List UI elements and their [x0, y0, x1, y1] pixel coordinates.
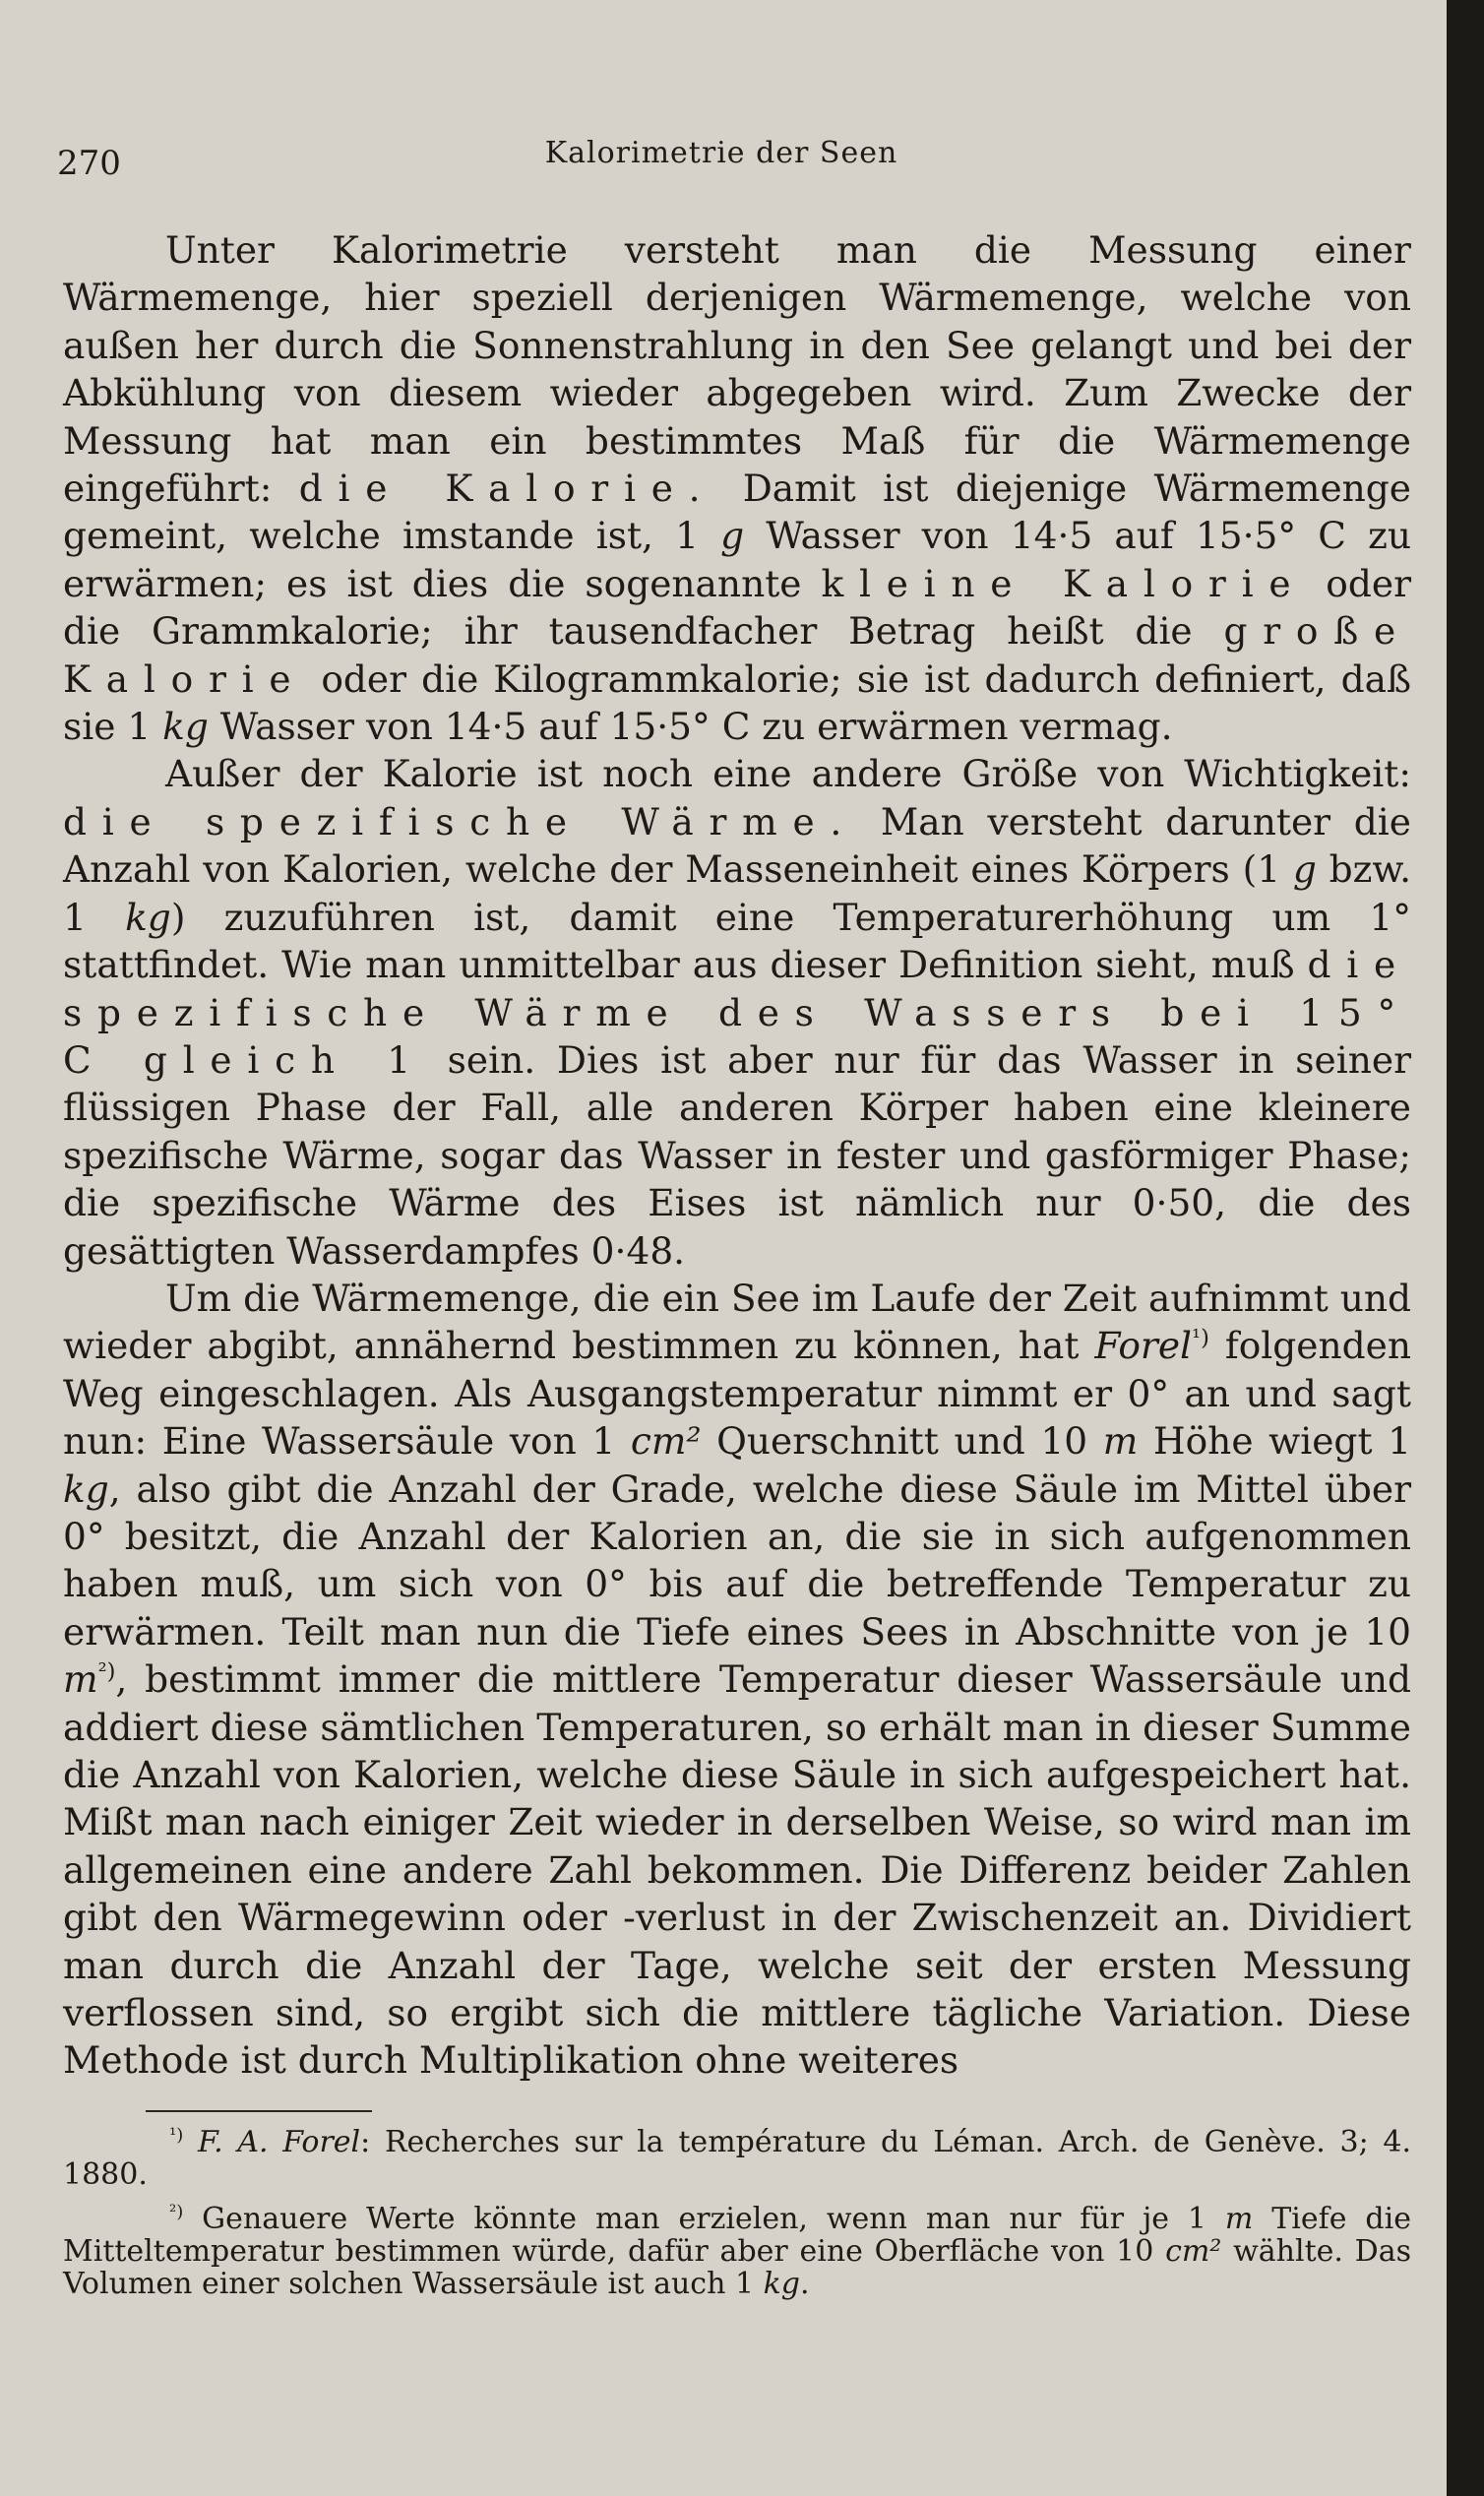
p2-unit-g: g	[1292, 847, 1317, 892]
p1-text-c: Damit ist diejenige Wärmemenge gemeint, welche imstande ist, 1	[63, 467, 1411, 558]
page-header	[57, 126, 1386, 185]
p1-spaced-term-grosse-kalorie: große Kalorie	[63, 609, 1411, 701]
page-number: 270	[57, 144, 121, 183]
p3-text-f: Querschnitt und 10	[716, 1419, 1088, 1464]
paragraph-1	[63, 226, 1411, 750]
body-text	[63, 226, 1411, 2085]
p3-unit-cm2: cm²	[630, 1419, 702, 1464]
p2-spaced-term-spezifische-waerme: die spezifische Wärme.	[63, 799, 858, 843]
p1-unit-g: g	[720, 514, 745, 558]
footnote-1-text: : Recherches sur la température du Léman. Arch. de Genève. 3; 4. 1880.	[63, 2125, 1411, 2192]
footnote-2	[63, 2203, 1411, 2300]
footnote-divider	[146, 2110, 372, 2112]
footnote-ref-2: ²)	[97, 1658, 116, 1685]
p3-unit-m: m	[1102, 1419, 1139, 1464]
footnote-1	[63, 2126, 1411, 2191]
footnote-1-marker: ¹)	[169, 2125, 184, 2146]
paragraph-2	[63, 750, 1411, 1274]
p3-text-h: Höhe wiegt 1	[1152, 1419, 1411, 1464]
footnote-2-unit-cm2: cm²	[1165, 2234, 1222, 2269]
footnote-2-unit-kg: kg	[763, 2267, 800, 2301]
p1-text-e: Wasser von 14·5 auf 15·5° C zu erwärmen; es ist dies die sogenannte	[63, 514, 1412, 605]
p2-text-i: sein. Dies ist aber nur für das Wasser in seiner flüssigen Phase der Fall, alle anderen Körper haben eine kleinere spezifische Wärme, sogar das Wasser in fester und gasförmiger Phase; die spezifische Wärme des Eises ist nämlich nur 0·50, die des gesättigten Wasserdampfes 0·48.	[63, 1037, 1412, 1273]
p1-spaced-term-kleine-kalorie: kleine Kalorie	[821, 561, 1307, 605]
footnotes	[63, 2126, 1411, 2312]
p2-unit-kg: kg	[125, 895, 171, 939]
footnote-2-unit-m: m	[1224, 2202, 1254, 2236]
footnote-2-text-a: Genauere Werte könnte man erzielen, wenn man nur für je 1	[202, 2202, 1207, 2236]
footnote-2-marker: ²)	[169, 2202, 184, 2222]
p2-spaced-term-waerme-des-wassers: die spezifische Wärme des Wassers bei 15° C gleich 1	[63, 943, 1411, 1082]
p2-text-g: ) zuzuführen ist, damit eine Temperaturerhöhung um 1° stattfindet. Wie man unmittelbar aus dieser Definition sieht, muß	[63, 895, 1411, 987]
footnote-2-text-g: .	[800, 2267, 810, 2301]
p2-text-e: bzw. 1	[63, 847, 1412, 939]
paragraph-3	[63, 1275, 1411, 2085]
p3-text-d: folgenden Weg eingeschlagen. Als Ausgangstemperatur nimmt er 0° an und sagt nun: Eine Wassersäule von 1	[63, 1324, 1411, 1464]
footnote-ref-1: ¹)	[1192, 1325, 1209, 1351]
footnote-2-text-e: wählte. Das Volumen einer solchen Wassersäule ist auch 1	[63, 2234, 1411, 2301]
p1-text-k: Wasser von 14·5 auf 15·5° C zu erwärmen vermag.	[219, 705, 1173, 749]
p3-unit-m-2: m	[63, 1657, 98, 1702]
footnote-1-author: F. A. Forel	[197, 2125, 361, 2159]
footnote-2-text-c: Tiefe die Mitteltemperatur bestimmen würde, dafür aber eine Oberfläche von 10	[63, 2202, 1411, 2269]
running-head: Kalorimetrie der Seen	[544, 136, 898, 170]
p2-text-a: Außer der Kalorie ist noch eine andere Größe von Wichtigkeit:	[165, 752, 1411, 796]
p3-text-a: Um die Wärmemenge, die ein See im Laufe der Zeit aufnimmt und wieder abgibt, annähernd bestimmen zu können, hat	[63, 1276, 1411, 1368]
p3-text-j: , also gibt die Anzahl der Grade, welche diese Säule im Mittel über 0° besitzt, die Anzahl der Kalorien an, die sie in sich aufgenommen haben muß, um sich von 0° bis auf die betreffende Temperatur zu erwärmen. Teilt man nun die Tiefe eines Sees in Abschnitte von je 10	[63, 1466, 1411, 1654]
p3-author-forel: Forel	[1094, 1324, 1193, 1368]
p3-text-m: , bestimmt immer die mittlere Temperatur dieser Wassersäule und addiert diese sämtlichen Temperaturen, so erhält man in dieser Summe die Anzahl von Kalorien, welche diese Säule in sich aufgespeichert hat. Mißt man nach einiger Zeit wieder in derselben Weise, so wird man im allgemeinen eine andere Zahl bekommen. Die Differenz beider Zahlen gibt den Wärmegewinn oder -verlust in der Zwischenzeit an. Dividiert man durch die Anzahl der Tage, welche seit der ersten Messung verflossen sind, so ergibt sich die mittlere tägliche Variation. Diese Methode ist durch Multiplikation ohne weiteres	[63, 1657, 1411, 2083]
p1-unit-kg: kg	[162, 705, 209, 749]
p2-text-c: Man versteht darunter die Anzahl von Kalorien, welche der Masseneinheit eines Körpers (1	[63, 799, 1411, 892]
p1-spaced-term-kalorie: die Kalorie.	[298, 467, 716, 511]
p1-text-a: Unter Kalorimetrie versteht man die Messung einer Wärmemenge, hier speziell derjenigen Wärmemenge, welche von außen her durch die Sonnenstrahlung in den See gelangt und bei der Abkühlung von diesem wieder abgegeben wird. Zum Zwecke der Messung hat man ein bestimmtes Maß für die Wärmemenge eingeführt:	[63, 228, 1411, 511]
p3-unit-kg: kg	[63, 1466, 109, 1511]
p1-text-g: oder die Grammkalorie; ihr tausendfacher Betrag heißt die	[63, 561, 1411, 654]
p1-text-i: oder die Kilogrammkalorie; sie ist dadurch definiert, daß sie 1	[63, 656, 1411, 749]
